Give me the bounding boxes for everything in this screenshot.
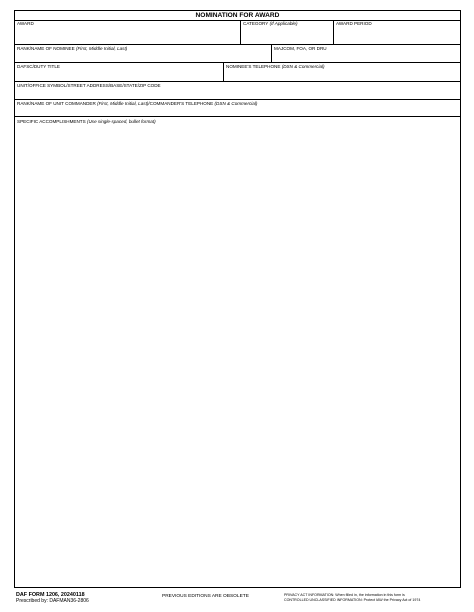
row-unit-address [15, 82, 460, 100]
accomplishments-label: SPECIFIC ACCOMPLISHMENTS (Use single-spaced, bullet format) [17, 119, 156, 124]
privacy-line-1: PRIVACY ACT INFORMATION: When filled in, the information in this form is [284, 593, 405, 597]
rank-name-label: RANK/NAME OF NOMINEE (First, Middle Initial, Last) [17, 46, 128, 51]
rank-name-field[interactable] [15, 45, 271, 62]
dafsc-field[interactable] [15, 63, 223, 81]
form-title: NOMINATION FOR AWARD [15, 11, 460, 21]
privacy-notice [284, 593, 420, 603]
dafsc-label: DAFSC/DUTY TITLE [17, 64, 60, 69]
prescribed-by: Prescribed by: DAFMAN36-2806 [16, 598, 89, 604]
editions-notice: PREVIOUS EDITIONS ARE OBSOLETE [162, 594, 249, 599]
award-period-field[interactable] [333, 20, 462, 44]
commander-label: RANK/NAME OF UNIT COMMANDER (First, Middle Initial, Last)/COMMANDER'S TELEPHONE (DSN & Commercial) [17, 101, 258, 106]
nominee-phone-field[interactable] [223, 63, 462, 81]
majcom-label: MAJCOM, FOA, OR DRU [274, 46, 327, 51]
unit-address-label: UNIT/OFFICE SYMBOL/STREET ADDRESS/BASE/STATE/ZIP CODE [17, 83, 161, 88]
row-dafsc [15, 63, 460, 82]
award-period-label: AWARD PERIOD [336, 21, 372, 26]
nomination-form [14, 10, 461, 588]
form-code: DAF FORM 1206, 20240118 [16, 592, 85, 598]
unit-address-field[interactable] [15, 82, 462, 99]
nominee-phone-label: NOMINEE'S TELEPHONE (DSN & Commercial) [226, 64, 325, 69]
category-field[interactable] [240, 20, 333, 44]
row-nominee [15, 45, 460, 63]
row-commander [15, 100, 460, 117]
category-label: CATEGORY (If Applicable) [243, 21, 298, 26]
commander-field[interactable] [15, 100, 462, 116]
row-award [15, 20, 460, 45]
privacy-line-2: CONTROLLED UNCLASSIFIED INFORMATION: Protect IAW the Privacy Act of 1974 [284, 598, 421, 602]
accomplishments-area[interactable] [15, 117, 460, 587]
majcom-field[interactable] [271, 45, 462, 62]
form-footer [14, 590, 461, 610]
award-label: AWARD [17, 21, 34, 26]
award-field[interactable] [15, 20, 240, 44]
footer-form-info [16, 592, 89, 604]
